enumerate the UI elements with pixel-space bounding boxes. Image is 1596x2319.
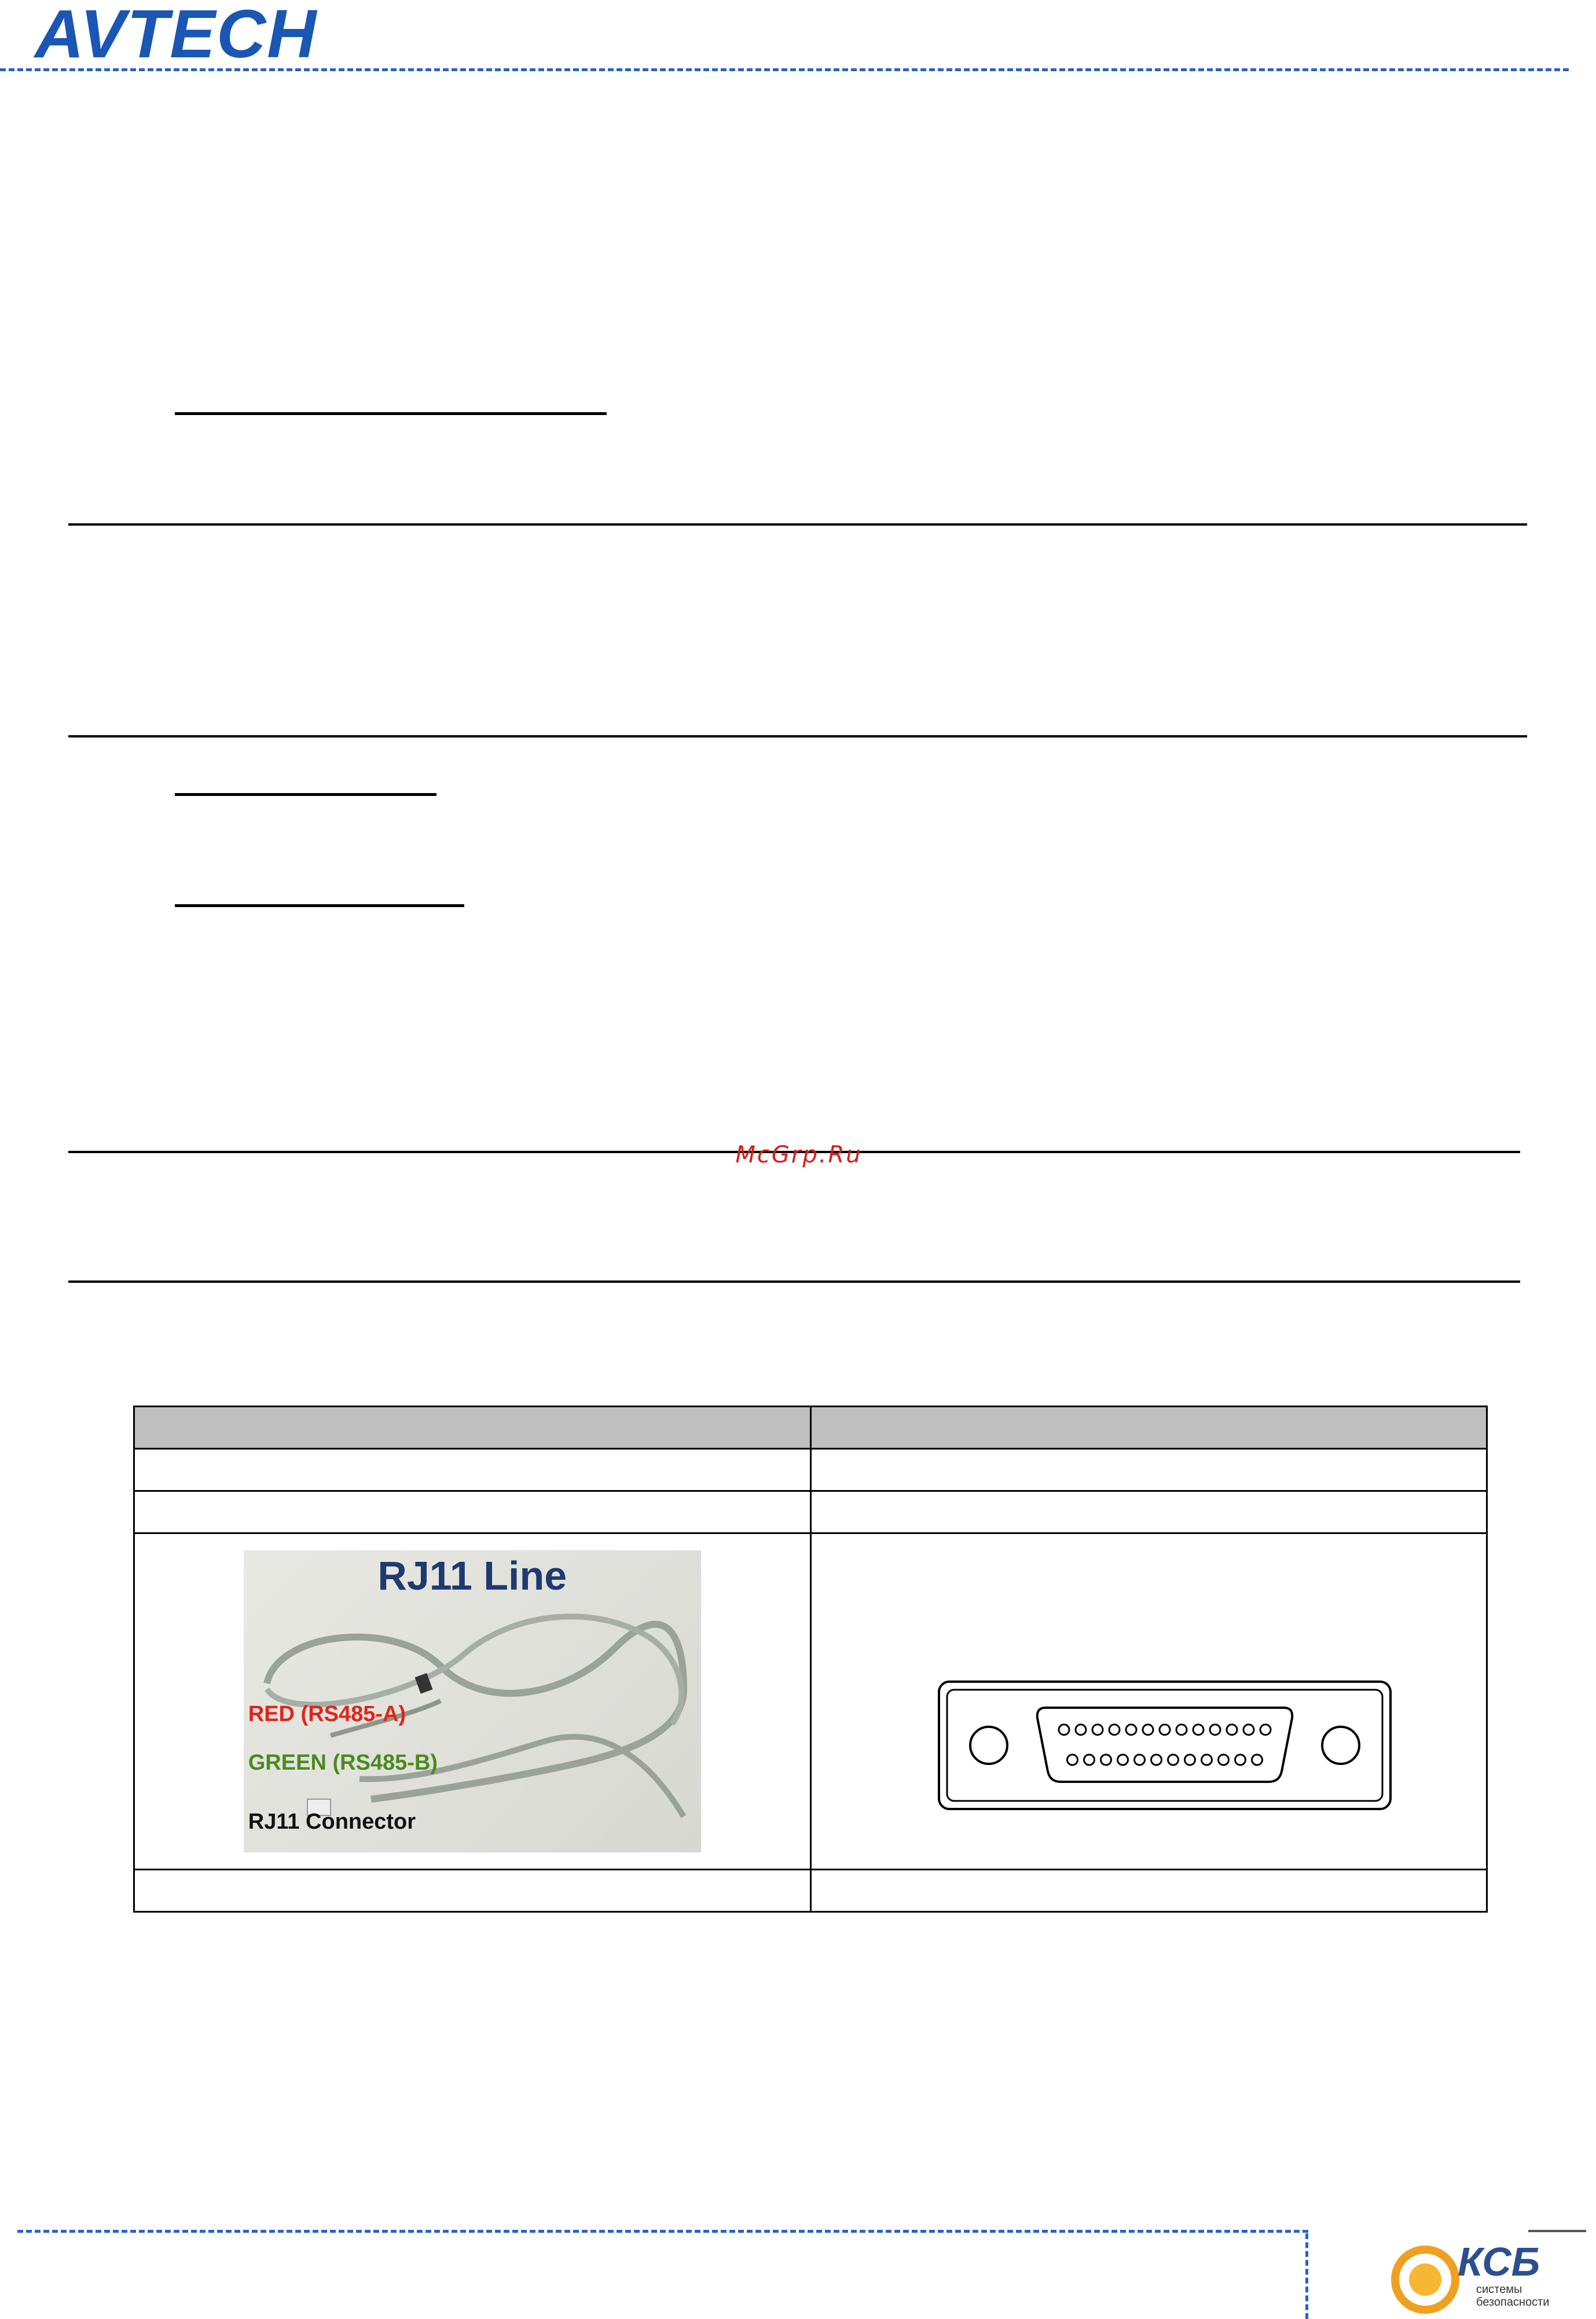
db25-pin-housing [1037,1708,1292,1782]
db25-connector-diagram [812,1534,1489,1869]
table-cell [134,1491,811,1533]
rj11-line-photo [244,1550,701,1852]
header-dashed-rule [0,68,1569,71]
heading-underline-3 [175,904,464,907]
footer-dashed-divider [1305,2233,1308,2319]
page-number-rule [1528,2230,1586,2232]
db25-pin [1109,1724,1120,1735]
db25-pin [1243,1724,1254,1735]
db25-pin [1218,1755,1228,1765]
watermark: McGrp.Ru [735,1142,863,1168]
db25-pin [1160,1724,1170,1735]
rj11-connector-label: RJ11 Connector [248,1810,416,1834]
table-cell [134,1449,811,1491]
ksb-logo [1389,2233,1563,2314]
horizontal-rule-4 [68,1280,1520,1283]
table-image-row [134,1533,1487,1870]
connector-table [133,1406,1488,1913]
footer-dashed-rule [17,2230,1308,2233]
table-header-cell [134,1407,811,1449]
avtech-logo: AVTECH [35,0,318,72]
db25-pin [1084,1755,1094,1765]
db25-pin [1143,1724,1153,1735]
db25-pin [1151,1755,1161,1765]
db25-pin [1100,1755,1111,1765]
rj11-photo-cell [134,1533,811,1870]
ksb-logo-letters: КСБ [1458,2239,1540,2284]
red-wire-label: RED (RS485-A) [248,1702,406,1726]
table-cell [810,1870,1487,1912]
table-row [134,1870,1487,1912]
db25-pin [1134,1755,1144,1765]
table-header-cell [810,1407,1487,1449]
db25-pin [1067,1755,1077,1765]
db25-pin [1092,1724,1103,1735]
horizontal-rule-2 [68,735,1527,737]
heading-underline-1 [175,412,607,415]
db25-pin [1201,1755,1212,1765]
ksb-logo-tagline-1: системы [1476,2283,1522,2296]
db25-mounting-hole-left [970,1727,1007,1764]
table-header-row [134,1407,1487,1449]
db25-pin [1210,1724,1220,1735]
db25-pin [1076,1724,1086,1735]
db25-pin [1227,1724,1237,1735]
horizontal-rule-1 [68,523,1527,526]
db25-mounting-hole-right [1322,1727,1359,1764]
table-cell [810,1491,1487,1533]
db25-pin [1059,1724,1069,1735]
ksb-logo-tagline-2: безопасности [1476,2296,1550,2309]
table-row [134,1491,1487,1533]
table-row [134,1449,1487,1491]
db25-pin [1235,1755,1245,1765]
heading-underline-2 [175,793,436,796]
db25-pin [1193,1724,1204,1735]
db25-diagram-cell [810,1533,1487,1870]
db25-pin [1168,1755,1178,1765]
green-wire-label: GREEN (RS485-B) [248,1751,438,1775]
db25-pin [1260,1724,1271,1735]
db25-pin [1176,1724,1187,1735]
table-cell [810,1449,1487,1491]
table-cell [134,1870,811,1912]
db25-pin [1117,1755,1128,1765]
db25-pin [1126,1724,1136,1735]
db25-pin [1252,1755,1262,1765]
photo-title: RJ11 Line [377,1553,567,1598]
db25-pin [1184,1755,1195,1765]
